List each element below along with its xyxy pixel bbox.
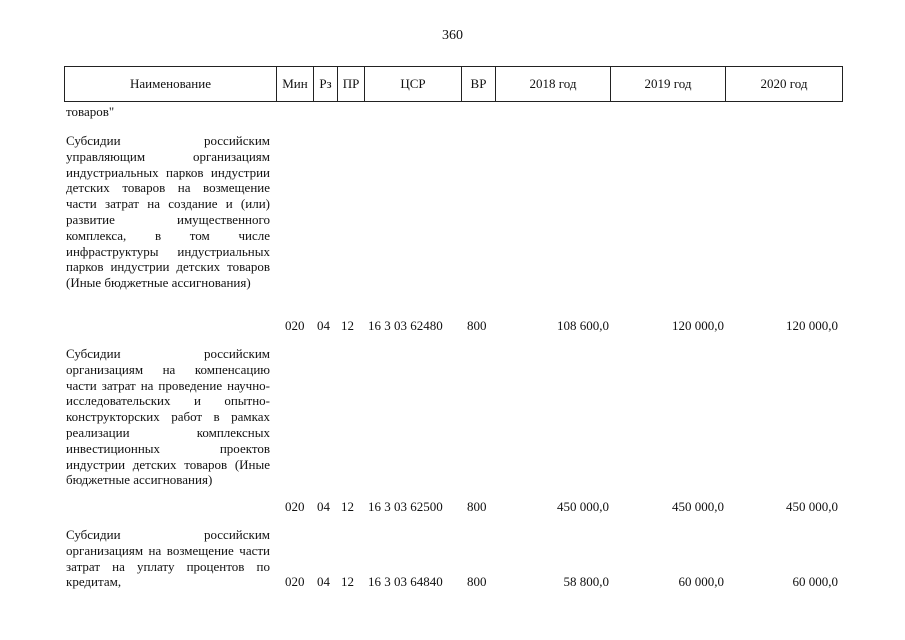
row-2018: 58 800,0 [563, 574, 609, 589]
header-pr: ПР [338, 67, 365, 102]
row-rz: 04 [317, 318, 330, 333]
header-rz: Рз [314, 67, 338, 102]
row-2020: 120 000,0 [786, 318, 838, 333]
continuation-text: товаров" [66, 104, 115, 119]
row-rz: 04 [317, 574, 330, 589]
row-pr: 12 [341, 318, 354, 333]
row-vr: 800 [467, 499, 487, 514]
row-rz: 04 [317, 499, 330, 514]
row-min: 020 [285, 499, 305, 514]
row-2019: 60 000,0 [678, 574, 724, 589]
row-vr: 800 [467, 318, 487, 333]
row-name: Субсидии российским организациям на возмещение части затрат на уплату процентов по кредитам, [66, 527, 270, 590]
row-csr: 16 3 03 62500 [368, 499, 443, 514]
header-2018: 2018 год [496, 67, 611, 102]
header-2019: 2019 год [611, 67, 726, 102]
table-header [64, 66, 843, 102]
page-number: 360 [442, 28, 463, 43]
header-2020: 2020 год [726, 67, 843, 102]
row-2018: 108 600,0 [557, 318, 609, 333]
row-2019: 450 000,0 [672, 499, 724, 514]
row-pr: 12 [341, 574, 354, 589]
row-2018: 450 000,0 [557, 499, 609, 514]
row-min: 020 [285, 574, 305, 589]
header-vr: ВР [462, 67, 496, 102]
row-2020: 450 000,0 [786, 499, 838, 514]
row-name: Субсидии российским организациям на компенсацию части затрат на проведение научно-исследовательских и опытно-конструкторских работ в рамках реализации комплексных инвестиционных проектов индустрии детских товаров (Иные бюджетные ассигнования) [66, 346, 270, 488]
row-csr: 16 3 03 64840 [368, 574, 443, 589]
row-pr: 12 [341, 499, 354, 514]
row-2019: 120 000,0 [672, 318, 724, 333]
row-csr: 16 3 03 62480 [368, 318, 443, 333]
header-name: Наименование [65, 67, 277, 102]
row-vr: 800 [467, 574, 487, 589]
row-name: Субсидии российским управляющим организациям индустриальных парков индустрии детских товаров на возмещение части затрат на создание и (или) развитие имущественного комплекса, в том числе инфраструктуры индустриальных парков индустрии детских товаров (Иные бюджетные ассигнования) [66, 133, 270, 291]
header-csr: ЦСР [365, 67, 462, 102]
header-min: Мин [277, 67, 314, 102]
row-2020: 60 000,0 [792, 574, 838, 589]
row-min: 020 [285, 318, 305, 333]
